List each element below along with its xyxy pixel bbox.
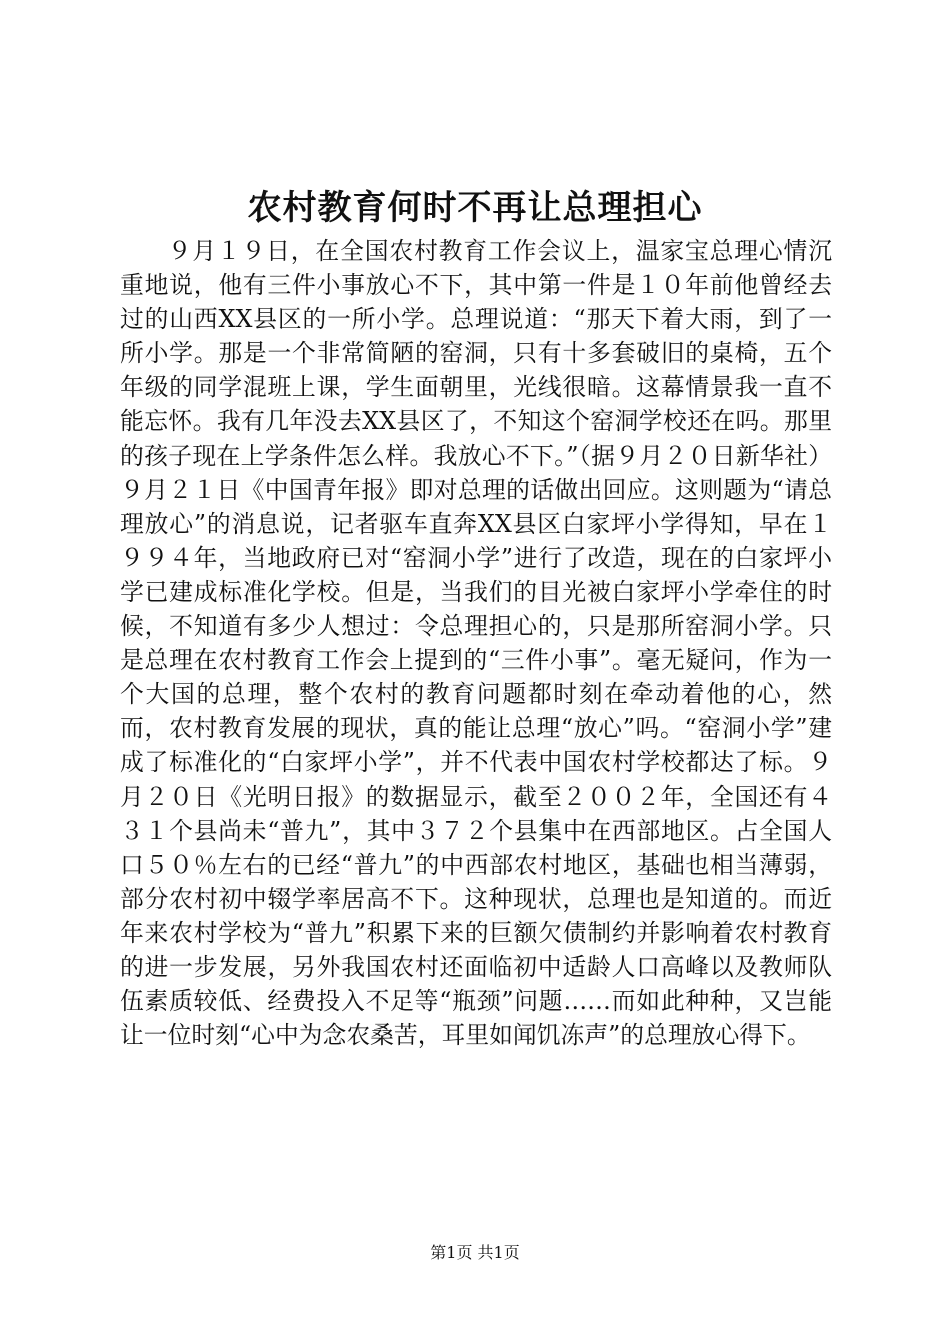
document-title: 农村教育何时不再让总理担心 — [247, 188, 703, 228]
page-footer: 第1页 共1页 — [430, 1243, 520, 1262]
document-body-paragraph: ９月１９日，在全国农村教育工作会议上，温家宝总理心情沉重地说，他有三件小事放心不下，其中第一件是１０年前他曾经去过的山西XX县区的一所小学。总理说道：“那天下着大雨，到了一所小学。那是一个非常简陋的窑洞，只有十多套破旧的桌椅，五个年级的同学混班上课，学生面朝里，光线很暗。这幕情景我一直不能忘怀。我有几年没去XX县区了，不知这个窑洞学校还在吗。那里的孩子现在上学条件怎么样。我放心不下。”（据９月２０日新华社）９月２１日《中国青年报》即对总理的话做出回应。这则题为“请总理放心”的消息说，记者驱车直奔XX县区白家坪小学得知，早在１９９４年，当地政府已对“窑洞小学”进行了改造，现在的白家坪小学已建成标准化学校。但是，当我们的目光被白家坪小学牵住的时候，不知道有多少人想过：令总理担心的，只是那所窑洞小学。只是总理在农村教育工作会上提到的“三件小事”。毫无疑问，作为一个大国的总理，整个农村的教育问题都时刻在牵动着他的心，然而，农村教育发展的现状，真的能让总理“放心”吗。“窑洞小学”建成了标准化的“白家坪小学”，并不代表中国农村学校都达了标。９月２０日《光明日报》的数据显示，截至２００２年，全国还有４３１个县尚未“普九”，其中３７２个县集中在西部地区。占全国人口５０％左右的已经“普九”的中西部农村地区，基础也相当薄弱，部分农村初中辍学率居高不下。这种现状，总理也是知道的。而近年来农村学校为“普九”积累下来的巨额欠债制约并影响着农村教育的进一步发展，另外我国农村还面临初中适龄人口高峰以及教师队伍素质较低、经费投入不足等“瓶颈”问题……而如此种种，又岂能让一位时刻“心中为念农桑苦，耳里如闻饥冻声”的总理放心得下。 — [120, 237, 832, 1050]
